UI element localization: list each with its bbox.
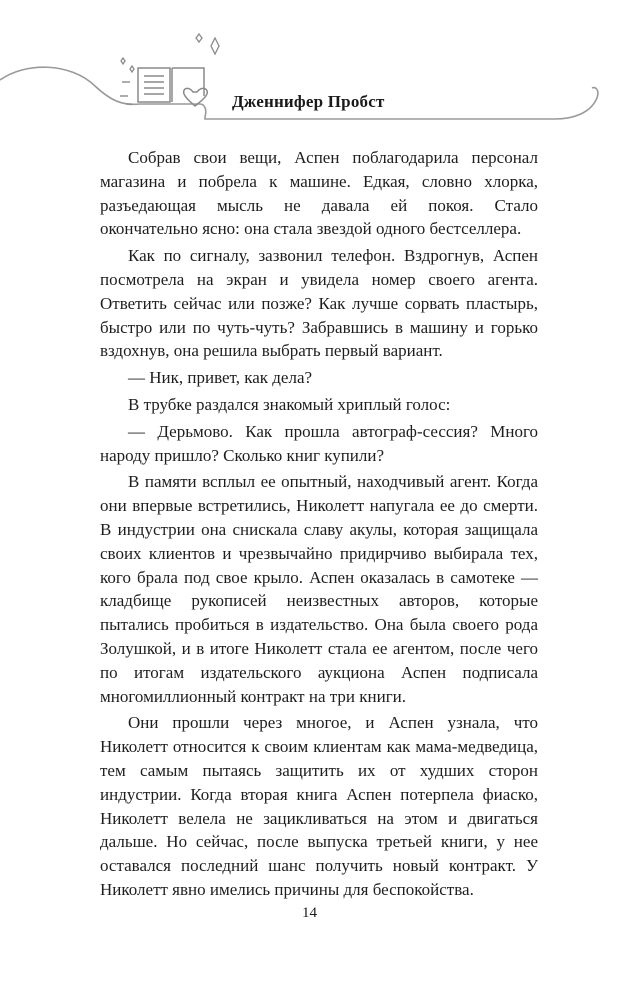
paragraph: В памяти всплыл ее опытный, находчивый агент. Когда они впервые встретились, Николетт напугала ее до смерти. В индустрии она снискала славу акулы, которая защищала своих клиентов и чрезвычайно придирчиво выбирала тех, кого брала под свое крыло. Аспен оказалась в самотеке — кладбище рукописей неизвестных авторов, которые пытались пробиться в издательство. Она была своего рода Золушкой, и в итоге Николетт стала ее агентом, после чего по итогам издательского аукциона Аспен подписала многомиллионный контракт на три книги. <box>100 472 538 706</box>
dialogue-line: — Ник, привет, как дела? <box>128 368 313 388</box>
paragraph: В трубке раздался знакомый хриплый голос: <box>128 394 451 414</box>
header-ornament <box>0 0 619 140</box>
running-header-author: Дженнифер Пробст <box>232 92 385 111</box>
dash-marks <box>120 82 132 104</box>
paragraph: Они прошли через многое, и Аспен узнала, что Николетт относится к своим клиентам как мама-медведица, тем самым пытаясь защитить их от худших сторон индустрии. Когда вторая книга Аспен потерпела фиаско, Николетт велела не зацикливаться на этом и двигаться дальше. Но сейчас, после выпуска третьей книги, у нее оставался последний шанс получить новый контракт. У Николетт явно имелись причины для беспокойства. <box>100 713 538 899</box>
body-text <box>100 146 538 905</box>
sparkle-icon <box>121 34 219 72</box>
paragraph: Как по сигналу, зазвонил телефон. Вздрогнув, Аспен посмотрела на экран и увидела номер своего агента. Ответить сейчас или позже? Как лучше сорвать пластырь, быстро или по чуть-чуть? Забравшись в машину и горько вздохнув, она решила выбрать первый вариант. <box>100 246 538 361</box>
page-number: 14 <box>302 905 317 921</box>
open-book-heart-icon <box>138 68 207 106</box>
paragraph: Собрав свои вещи, Аспен поблагодарила персонал магазина и побрела к машине. Едкая, словно хлорка, разъедающая мысль не давала ей покоя. Стало окончательно ясно: она стала звездой одного бестселлера. <box>100 148 538 239</box>
dialogue-line: — Дерьмово. Как прошла автограф-сессия? Много народу пришло? Сколько книг купили? <box>100 421 538 465</box>
